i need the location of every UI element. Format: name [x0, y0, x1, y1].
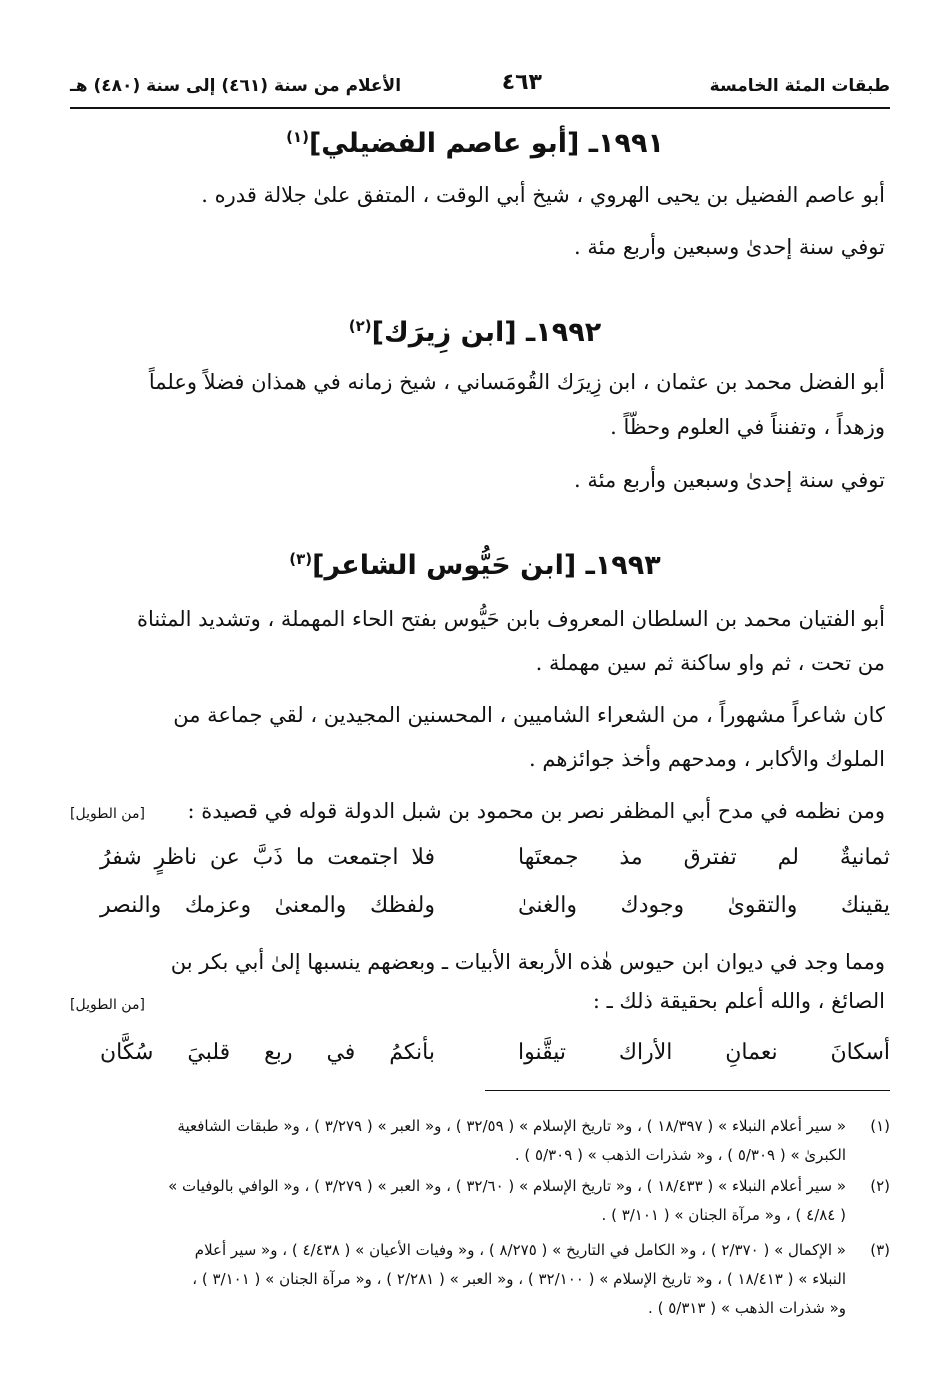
entry-line: ومن نظمه في مدح أبي المظفر نصر بن محمود بن شبل الدولة قوله في قصيدة : [187, 799, 885, 823]
footnote-line: « سير أعلام النبلاء » ( ١٨/٤٣٣ ) ، و« تاريخ الإسلام » ( ٣٢/٦٠ ) ، و« العبر » ( ٣/٢٧٩ ) ، و« الوافي بالوفيات » [168, 1177, 846, 1195]
footnote-line: « سير أعلام النبلاء » ( ١٨/٣٩٧ ) ، و« تاريخ الإسلام » ( ٣٢/٥٩ ) ، و« العبر » ( ٣/٢٧٩ ) ، و« طبقات الشافعية [177, 1117, 846, 1135]
footnote-divider [485, 1090, 890, 1091]
footnote-line: النبلاء » ( ١٨/٤١٣ ) ، و« تاريخ الإسلام » ( ٣٢/١٠٠ ) ، و« العبر » ( ٢/٢٨١ ) ، و« مرآة الجنان » ( ٣/١٠١ ) ، [192, 1270, 846, 1288]
entry-title-text: ١٩٩٣ـ [ابن حَيُّوس الشاعر] [312, 550, 661, 581]
entry-line: توفي سنة إحدىٰ وسبعين وأربع مئة . [574, 468, 885, 492]
entry-line: الملوك والأكابر ، ومدحهم وأخذ جوائزهم . [529, 747, 885, 771]
verse-second-hemistich: بأنكمُ في ربع قلبيَ سُكَّان [100, 1040, 435, 1065]
footnote-ref: (١) [286, 128, 309, 146]
footnote-3 [60, 1236, 890, 1323]
meter-label: [من الطويل] [70, 997, 145, 1013]
verse-first-hemistich: ثمانيةٌ لم تفترق مذ جمعتَها [518, 845, 890, 870]
header-section-title: طبقات المئة الخامسة [709, 76, 890, 96]
footnote-number: (٢) [870, 1177, 890, 1195]
verse-second-hemistich: ولفظك والمعنىٰ وعزمك والنصر [100, 893, 435, 918]
entry-title-text: ١٩٩٢ـ [ابن زِيرَك] [371, 317, 602, 348]
entry-title-1991 [0, 128, 950, 159]
footnote-line: « الإكمال » ( ٢/٣٧٠ ) ، و« الكامل في التاريخ » ( ٨/٢٧٥ ) ، و« وفيات الأعيان » ( ٤/٤٣٨ ) ، و« سير أعلام [194, 1241, 846, 1259]
running-header [70, 70, 890, 104]
entry-line: توفي سنة إحدىٰ وسبعين وأربع مئة . [574, 235, 885, 259]
footnote-line: و« شذرات الذهب » ( ٥/٣١٣ ) . [648, 1299, 846, 1317]
entry-line: أبو عاصم الفضيل بن يحيى الهروي ، شيخ أبي الوقت ، المتفق علىٰ جلالة قدره . [201, 183, 885, 207]
footnote-1 [60, 1112, 890, 1170]
entry-line: أبو الفضل محمد بن عثمان ، ابن زِيرَك القُومَساني ، شيخ زمانه في همذان فضلاً وعلماً [148, 370, 885, 394]
entry-line: الصائغ ، والله أعلم بحقيقة ذلك ـ : [592, 989, 885, 1013]
entry-title-text: ١٩٩١ـ [أبو عاصم الفضيلي] [308, 128, 664, 159]
verse-line [70, 1040, 890, 1076]
verse-line [70, 893, 890, 929]
footnote-ref: (٣) [289, 550, 313, 568]
entry-line: وزهداً ، وتفنناً في العلوم وحظّاً . [610, 415, 885, 439]
entry-line: ومما وجد في ديوان ابن حيوس هٰذه الأربعة الأبيات ـ وبعضهم ينسبها إلىٰ أبي بكر بن [170, 950, 885, 974]
entry-line: أبو الفتيان محمد بن السلطان المعروف بابن حَيُّوس بفتح الحاء المهملة ، وتشديد المثناة [137, 607, 885, 631]
footnote-number: (١) [870, 1117, 890, 1135]
meter-label: [من الطويل] [70, 806, 145, 822]
footnote-ref: (٢) [348, 317, 372, 335]
entry-line: من تحت ، ثم واو ساكنة ثم سين مهملة . [535, 651, 885, 675]
page-number: ٤٦٣ [501, 70, 542, 95]
header-divider [70, 107, 890, 109]
entry-title-1993 [0, 550, 950, 581]
entry-line: كان شاعراً مشهوراً ، من الشعراء الشاميين ، المحسنين المجيدين ، لقي جماعة من [173, 703, 885, 727]
verse-line [70, 845, 890, 881]
verse-second-hemistich: فلا اجتمعت ما ذَبَّ عن ناظرٍ شفرُ [100, 845, 435, 870]
verse-first-hemistich: أسكانَ نعمانِ الأراك تيقَّنوا [518, 1040, 890, 1065]
footnote-line: الكبرىٰ » ( ٥/٣٠٩ ) ، و« شذرات الذهب » ( ٥/٣٠٩ ) . [514, 1146, 846, 1164]
footnote-line: ( ٤/٨٤ ) ، و« مرآة الجنان » ( ٣/١٠١ ) . [601, 1206, 846, 1224]
footnote-2 [60, 1172, 890, 1230]
verse-first-hemistich: يقينك والتقوىٰ وجودك والغنىٰ [518, 893, 890, 918]
entry-title-1992 [0, 317, 950, 348]
footnote-number: (٣) [870, 1241, 890, 1259]
header-volume-range: الأعلام من سنة (٤٦١) إلى سنة (٤٨٠) هـ [70, 76, 402, 96]
